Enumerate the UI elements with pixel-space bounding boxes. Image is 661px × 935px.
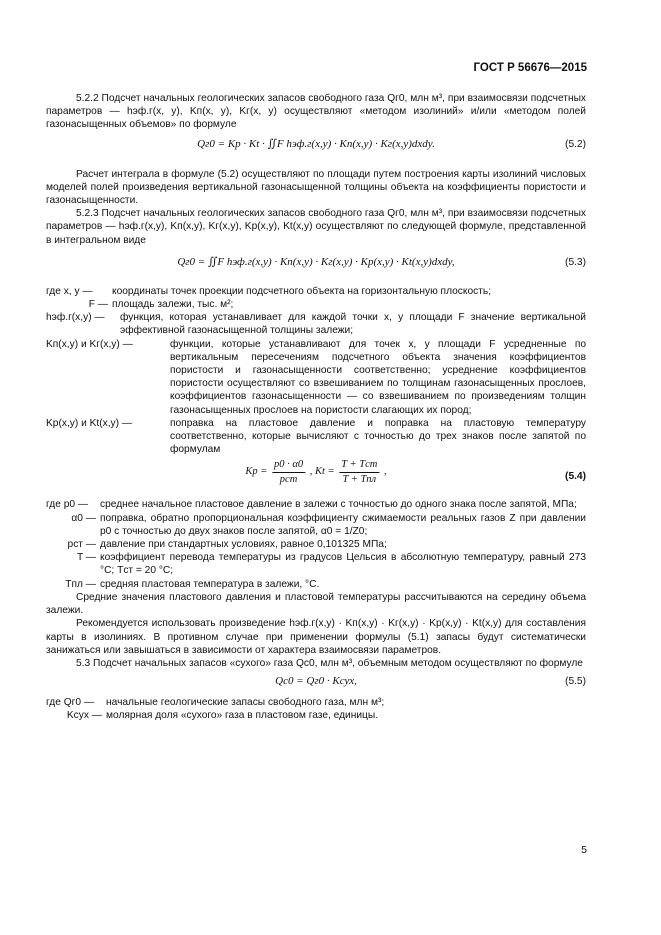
definition-text: площадь залежи, тыс. м²; xyxy=(112,299,234,311)
formula-5-5-number: (5.5) xyxy=(565,676,586,688)
definitions-list-1 xyxy=(46,285,586,457)
section-5-3-paragraph: 5.3 Подсчет начальных запасов «сухого» газа Qс0, млн м³, объемным методом осуществляют по формуле xyxy=(76,657,583,669)
definition-row xyxy=(46,498,586,511)
definition-row xyxy=(46,417,586,457)
definition-term: где Qг0 — xyxy=(46,697,95,709)
definition-text: поправка на пластовое давление и поправка на пластовую температуру соответственно, которые вычисляют с точностью до трех знаков после запятой по формулам xyxy=(170,417,586,456)
standard-header: ГОСТ Р 56676—2015 xyxy=(473,62,587,74)
definition-row xyxy=(46,298,586,311)
formula-5-5 xyxy=(46,670,586,696)
document-body xyxy=(46,92,586,723)
formula-5-4-number: (5.4) xyxy=(565,471,586,483)
definition-term: hэф.г(x,y) — xyxy=(46,312,105,324)
formula-5-2-number: (5.2) xyxy=(565,138,586,150)
definition-text: среднее начальное пластовое давление в залежи с точностью до одного знака после запятой, МПа; xyxy=(100,499,577,511)
definition-text: координаты точек проекции подсчетного объекта на горизонтальную плоскость; xyxy=(112,285,492,297)
definition-row xyxy=(46,338,586,417)
kt-fraction xyxy=(339,458,379,485)
definition-text: давление при стандартных условиях, равное 0,101325 МПа; xyxy=(100,539,387,551)
kp-fraction xyxy=(272,458,305,485)
definition-term: Kсух — xyxy=(66,710,102,722)
page-number: 5 xyxy=(581,844,587,856)
kp-numerator: p0 · α0 xyxy=(272,458,305,472)
definition-row xyxy=(46,512,586,538)
formula-5-4-comma: , xyxy=(383,466,387,478)
definition-text: средняя пластовая температура в залежи, °С. xyxy=(100,578,320,590)
definition-term: Kp(x,y) и Kt(x,y) — xyxy=(46,417,133,429)
definition-term: где x, y — xyxy=(46,285,93,297)
definition-term: Kп(x,y) и Kг(x,y) — xyxy=(46,338,133,350)
average-values-paragraph: Средние значения пластового давления и пластовой температуры рассчитываются на середину объема залежи. xyxy=(46,591,586,617)
formula-5-2-expression: Qг0 = Kp · Kt · ∬F hэф.г(x,y) · Kп(x,y) · Kг(x,y)dxdy. xyxy=(197,137,435,150)
definitions-list-2 xyxy=(46,498,586,590)
formula-5-5-expression: Qс0 = Qг0 · Kсух, xyxy=(275,675,357,688)
definition-row xyxy=(46,285,586,298)
definition-text: начальные геологические запасы свободного газа, млн м³; xyxy=(106,697,385,709)
formula-5-2 xyxy=(46,132,586,162)
formula-5-4-expression xyxy=(245,458,386,485)
kp-lhs: Kp = xyxy=(245,466,268,478)
definition-text: поправка, обратно пропорциональная коэффициенту сжимаемости реальных газов Z при давлении p0 с точностью до двух знаков после запятой, α0 = 1/Z0; xyxy=(100,512,586,537)
section-5-2-3-paragraph: 5.2.3 Подсчет начальных геологических запасов свободного газа Qг0, млн м³, при взаимосвязи подсчетных параметров — hэф.г(x,y), Kп(x,y), Kг(x,y), Kp(x,y), Kt(x,y) осуществляют по следующей формуле, представленной в интегральном виде xyxy=(46,208,586,246)
kt-denominator: T + Tпл xyxy=(342,473,377,485)
kt-numerator: T + Tст xyxy=(339,458,379,472)
definition-term: pст — xyxy=(67,539,96,551)
definitions-list-3 xyxy=(46,696,586,722)
definition-row xyxy=(46,709,586,722)
definition-text: коэффициент перевода температуры из градусов Цельсия в абсолютную температуру, равный 273 °С; Tст = 20 °С; xyxy=(100,552,586,577)
section-5-2-2-paragraph: 5.2.2 Подсчет начальных геологических запасов свободного газа Qг0, млн м³, при взаимосвязи подсчетных параметров — hэф.г(x, y), Kп(x, y), Kг(x, y) осуществляют «методом изолиний» и/или «методом полей газонасыщенных объемов» по формуле xyxy=(46,93,587,131)
definition-text: молярная доля «сухого» газа в пластовом газе, единицы. xyxy=(106,710,379,722)
definition-term: α0 — xyxy=(71,512,96,524)
definition-term: Tпл — xyxy=(65,578,96,590)
definition-row xyxy=(46,551,586,577)
formula-5-3-number: (5.3) xyxy=(565,256,586,268)
definition-term: F — xyxy=(88,299,108,311)
kt-lhs: , Kt = xyxy=(309,466,335,478)
definition-row xyxy=(46,311,586,337)
formula-5-3 xyxy=(46,247,586,281)
integral-note-paragraph: Расчет интеграла в формуле (5.2) осуществляют по площади путем построения карты изолиний числовых моделей полей произведения вертикальной газонасыщенной толщины объекта на коэффициенты пористости и газонасыщенности. xyxy=(46,168,586,207)
definition-row xyxy=(46,578,586,591)
definition-term: T — xyxy=(76,552,96,564)
definition-text: функции, которые устанавливают для точек x, y площади F усредненные по вертикальным пересечениям подсчетного объекта значения коэффициентов пористости и газонасыщенности соответственно; усреднение коэффициентов пористости осуществляют со взвешиванием по толщинам газонасыщенных прослоев, коэффициентов газонасыщенности — со взвешиванием по произведениям толщин газонасыщенных прослоев на пористости слагающих их пород; xyxy=(170,338,586,416)
definition-text: функция, которая устанавливает для каждой точки x, y площади F значение вертикальной эффективной газонасыщенной толщины залежи; xyxy=(120,312,586,337)
recommendation-paragraph: Рекомендуется использовать произведение hэф.г(x,y) · Kп(x,y) · Kг(x,y) · Kp(x,y) · Kt(x,y) для составления карты в изолиниях. В противном случае при применении формулы (5.1) запасы будут систематически занижаться или завышаться в зависимости от характера взаимосвязи параметров. xyxy=(46,618,586,656)
definition-term: где p0 — xyxy=(46,499,89,511)
formula-5-4 xyxy=(46,456,586,498)
definition-row xyxy=(46,696,586,709)
formula-5-3-expression: Qг0 = ∬F hэф.г(x,y) · Kп(x,y) · Kг(x,y) · Kp(x,y) · Kt(x,y)dxdy, xyxy=(177,255,455,268)
definition-row xyxy=(46,538,586,551)
kp-denominator: pст xyxy=(279,473,298,485)
